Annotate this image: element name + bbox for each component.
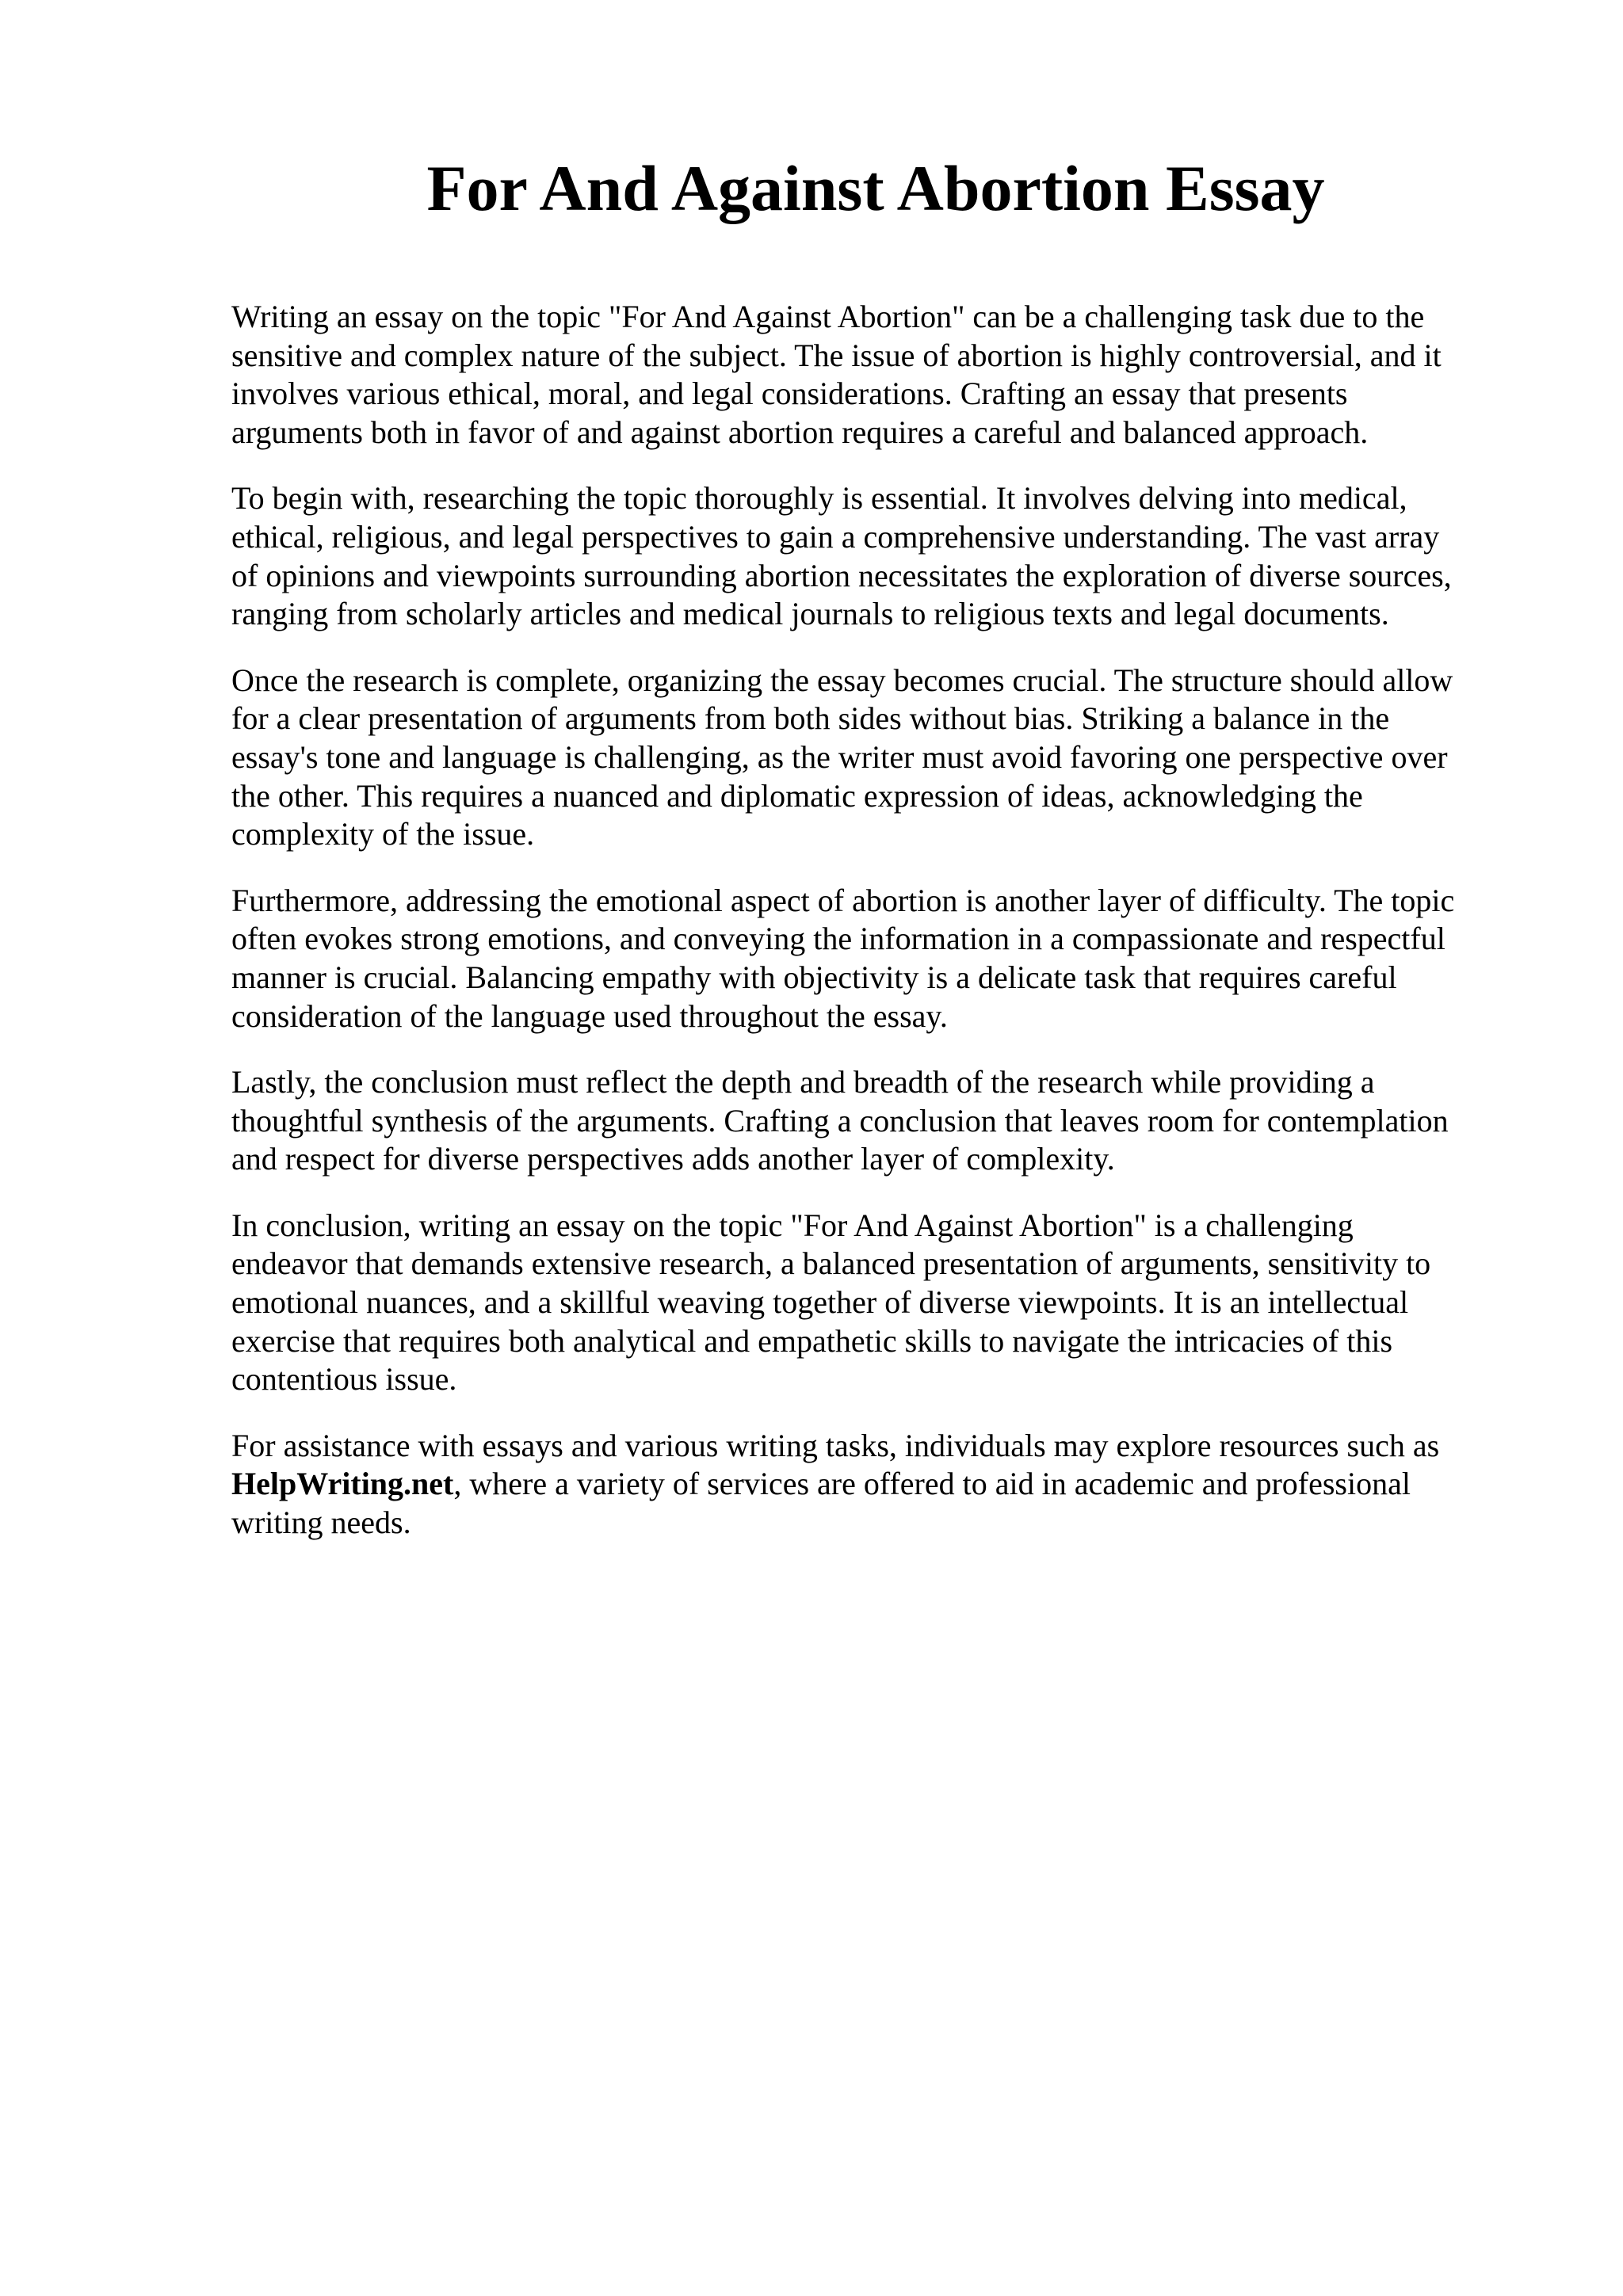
closing-line-2-rest: , where a variety of services are offered to aid in academic and professional — [453, 1466, 1411, 1502]
paragraph-line: often evokes strong emotions, and conveying the information in a compassionate and respectful — [231, 921, 1445, 957]
paragraph-line: ethical, religious, and legal perspectives to gain a comprehensive understanding. The vast array — [231, 518, 1440, 555]
paragraph-line: for a clear presentation of arguments from both sides without bias. Striking a balance in the — [231, 700, 1390, 737]
paragraph-line: Once the research is complete, organizing the essay becomes crucial. The structure should allow — [231, 662, 1453, 698]
paragraph-line: sensitive and complex nature of the subject. The issue of abortion is highly controversial, and it — [231, 337, 1442, 373]
closing-line-3: writing needs. — [231, 1505, 411, 1541]
closing-line-2 — [231, 1465, 1509, 1504]
body-paragraph — [231, 882, 1509, 1035]
closing-line-1: For assistance with essays and various writing tasks, individuals may explore resources such as — [231, 1427, 1440, 1463]
paragraph-line: thoughtful synthesis of the arguments. Crafting a conclusion that leaves room for contemplation — [231, 1102, 1449, 1138]
essay-body — [231, 298, 1509, 1570]
paragraph-line: Lastly, the conclusion must reflect the depth and breadth of the research while providing a — [231, 1064, 1375, 1100]
paragraph-line: and respect for diverse perspectives adds another layer of complexity. — [231, 1141, 1115, 1177]
body-paragraph — [231, 1063, 1509, 1179]
paragraph-line: Furthermore, addressing the emotional aspect of abortion is another layer of difficulty. The topic — [231, 882, 1455, 918]
body-paragraph — [231, 479, 1509, 633]
paragraph-line: essay's tone and language is challenging, as the writer must avoid favoring one perspective over — [231, 738, 1448, 775]
paragraph-list — [231, 298, 1509, 1399]
paragraph-line: the other. This requires a nuanced and diplomatic expression of ideas, acknowledging the — [231, 777, 1363, 814]
body-paragraph — [231, 298, 1509, 452]
paragraph-line: of opinions and viewpoints surrounding abortion necessitates the exploration of diverse sources, — [231, 557, 1452, 593]
paragraph-line: manner is crucial. Balancing empathy with objectivity is a delicate task that requires careful — [231, 959, 1397, 995]
paragraph-line: consideration of the language used throughout the essay. — [231, 997, 948, 1034]
paragraph-line: exercise that requires both analytical and empathetic skills to navigate the intricacies of this — [231, 1322, 1393, 1359]
paragraph-line: arguments both in favor of and against abortion requires a careful and balanced approach. — [231, 414, 1369, 450]
paragraph-line: contentious issue. — [231, 1361, 457, 1398]
paragraph-line: ranging from scholarly articles and medical journals to religious texts and legal documents. — [231, 596, 1389, 632]
closing-paragraph — [231, 1427, 1509, 1543]
paragraph-line: Writing an essay on the topic "For And Against Abortion" can be a challenging task due to the — [231, 299, 1425, 334]
paragraph-line: involves various ethical, moral, and legal considerations. Crafting an essay that presents — [231, 376, 1348, 412]
page-title: For And Against Abortion Essay — [426, 152, 1325, 224]
paragraph-line: endeavor that demands extensive research, a balanced presentation of arguments, sensitivity to — [231, 1245, 1431, 1282]
body-paragraph — [231, 662, 1509, 854]
body-paragraph — [231, 1207, 1509, 1399]
paragraph-line: complexity of the issue. — [231, 816, 535, 852]
helpwriting-link[interactable]: HelpWriting.net — [231, 1466, 454, 1502]
paragraph-line: emotional nuances, and a skillful weaving together of diverse viewpoints. It is an intellectual — [231, 1284, 1409, 1321]
paragraph-line: To begin with, researching the topic thoroughly is essential. It involves delving into medical, — [231, 480, 1407, 517]
paragraph-line: In conclusion, writing an essay on the topic "For And Against Abortion" is a challenging — [231, 1207, 1354, 1243]
